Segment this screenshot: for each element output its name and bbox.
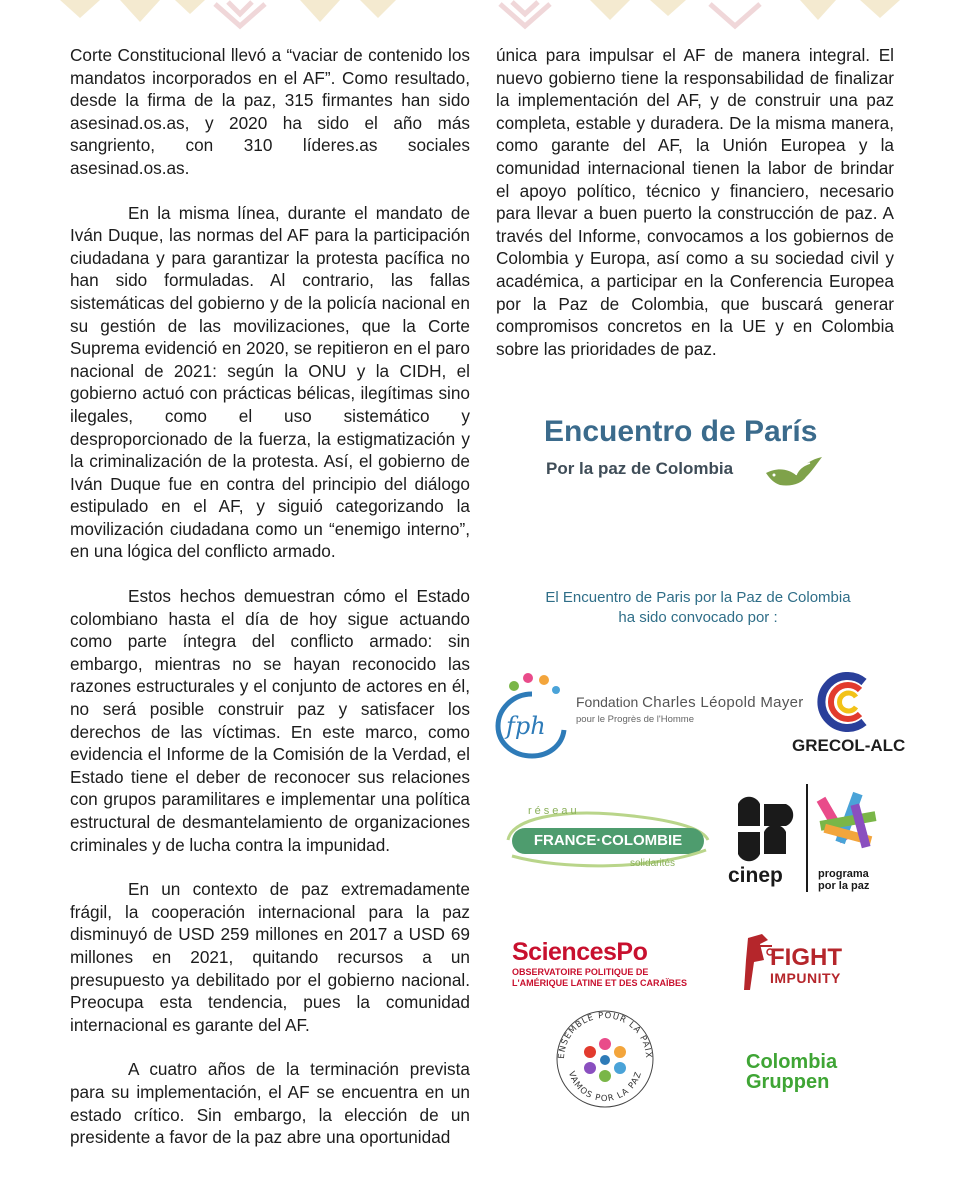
- cinep-name: cinep: [728, 864, 783, 887]
- dove-icon: [762, 451, 826, 491]
- convened-line-2: ha sido convocado por :: [618, 609, 778, 626]
- gruppen-line-2: Gruppen: [746, 1071, 830, 1093]
- france-colombie-logo: [502, 800, 712, 878]
- sciencespo-name: SciencesPo: [512, 938, 648, 966]
- fph-emblem-icon: [492, 668, 572, 760]
- sciencespo-line-2: L'AMÉRIQUE LATINE ET DES CARAÏBES: [512, 978, 687, 988]
- fight-impunity-logo: [740, 928, 870, 994]
- fph-name-main: Charles Léopold Mayer: [642, 694, 804, 711]
- france-colombie-top: réseau: [528, 805, 580, 817]
- fight-line-2: IMPUNITY: [770, 970, 841, 986]
- gruppen-line-1: Colombia: [746, 1051, 838, 1073]
- ensemble-top-text: ENSEMBLE POUR LA PAIX: [556, 1010, 654, 1060]
- encuentro-title: Encuentro de París: [544, 415, 818, 448]
- paragraph-4: En un contexto de paz extremadamente frágil, la cooperación internacional para la paz disminuyó de USD 259 millones en 2017 a USD 69 millones en 2021, quitando recursos a un presupuesto ya debilitado por el gobierno nacional. Preocupa esta tendencia, pues la comunidad internacional es garante del AF.: [70, 879, 470, 1035]
- left-text-column: [70, 44, 470, 1171]
- france-colombie-bottom: solidarités: [630, 858, 676, 869]
- fph-name-prefix: Fondation: [576, 694, 639, 710]
- encuentro-paris-logo: [540, 415, 860, 495]
- cinep-emblem-icon: [726, 794, 796, 864]
- programa-paz-emblem-icon: [816, 790, 886, 866]
- cinep-logo: [722, 784, 892, 894]
- programa-line-2: por la paz: [818, 880, 870, 892]
- decorative-top-band: [0, 0, 960, 40]
- paragraph-3: Estos hechos demuestran cómo el Estado colombiano hasta el día de hoy sigue actuando como parte íntegra del conflicto armado: sin embargo, mientras no se hayan reconocido las razones estructurales y el conjunto de actores en él, no será posible construir paz y satisfacer los derechos de las víctimas. En este marco, como evidencia el Informe de la Comisión de la Verdad, el Estado tiene el deber de reconocer sus relaciones con grupos paramilitares e implementar una política estructural de desmantelamiento de organizaciones criminales y de lucha contra la impunidad.: [70, 586, 470, 855]
- convened-by-text: [520, 588, 876, 628]
- fight-line-1: FIGHT: [770, 944, 842, 971]
- convened-line-1: El Encuentro de Paris por la Paz de Colombia: [545, 589, 851, 606]
- paragraph-1: Corte Constitucional llevó a “vaciar de contenido los mandatos incorporados en el AF”. Como resultado, desde la firma de la paz, 315 firmantes han sido asesinad.os.as, y 2020 ha sido el año más sangriento, con 310 líderes.as sociales asesinad.os.as.: [70, 45, 470, 178]
- fph-mark: fph: [506, 712, 546, 740]
- encuentro-subtitle: Por la paz de Colombia: [546, 459, 734, 478]
- ensemble-bottom-text: VAMOS POR LA PAZ: [565, 1070, 645, 1105]
- fph-logo: [492, 668, 804, 760]
- grecol-logo: [792, 672, 906, 762]
- ensemble-paix-logo: [550, 1004, 660, 1114]
- grecol-emblem-icon: [814, 672, 878, 732]
- cinep-divider: [806, 784, 808, 892]
- grecol-name: GRECOL-ALC: [792, 736, 906, 755]
- programa-line-1: programa: [818, 868, 869, 880]
- justice-figure-icon: [740, 930, 774, 992]
- fph-tagline: pour le Progrès de l'Homme: [576, 714, 694, 725]
- paragraph-5: A cuatro años de la terminación prevista para su implementación, el AF se encuentra en un estado crítico. Sin embargo, la elección de un presidente a favor de la paz abre una oportunidad: [70, 1059, 470, 1148]
- paragraph-right: única para impulsar el AF de manera integral. El nuevo gobierno tiene la responsabilidad de finalizar la implementación del AF, y de construir una paz completa, estable y duradera. De la misma manera, como garante del AF, la Unión Europea y la comunidad internacional tienen la labor de brindar el apoyo político, técnico y financiero, necesario para llevar a buen puerto la construcción de paz. A través del Informe, convocamos a los gobiernos de Colombia y Europa, así como a su sociedad civil y académica, a participar en la Conferencia Europea por la Paz de Colombia, que buscará generar compromisos concretos en la UE y en Colombia sobre las prioridades de paz.: [496, 45, 894, 359]
- sciencespo-logo: [512, 938, 702, 992]
- svg-text:ENSEMBLE POUR LA PAIX: [557, 1011, 653, 1059]
- colombia-gruppen-logo: [746, 1052, 876, 1098]
- sciencespo-line-1: OBSERVATOIRE POLITIQUE DE: [512, 967, 649, 977]
- ensemble-paix-emblem-icon: [550, 1004, 660, 1114]
- right-text-column: [496, 44, 894, 360]
- france-colombie-name: FRANCE·COLOMBIE: [533, 832, 683, 849]
- paragraph-2: En la misma línea, durante el mandato de Iván Duque, las normas del AF para la participación ciudadana y para garantizar la protesta pacífica no han sido formuladas. Al contrario, las fallas sistemáticas del gobierno y de la policía nacional en su gestión de las movilizaciones, que la Corte Suprema evidenció en 2020, se repitieron en el paro nacional de 2021: según la ONU y la CIDH, el gobierno actuó con prácticas bélicas, ilegítimas sino ilegales, como el uso sistemático y desproporcionado de la fuerza, la estigmatización y la criminalización de la protesta. Así, el gobierno de Iván Duque fue en contra del principio del diálogo estipulado en el AF, y siguió categorizando la movilización ciudadana como un “enemigo interno”, en una lógica del conflicto armado.: [70, 202, 470, 562]
